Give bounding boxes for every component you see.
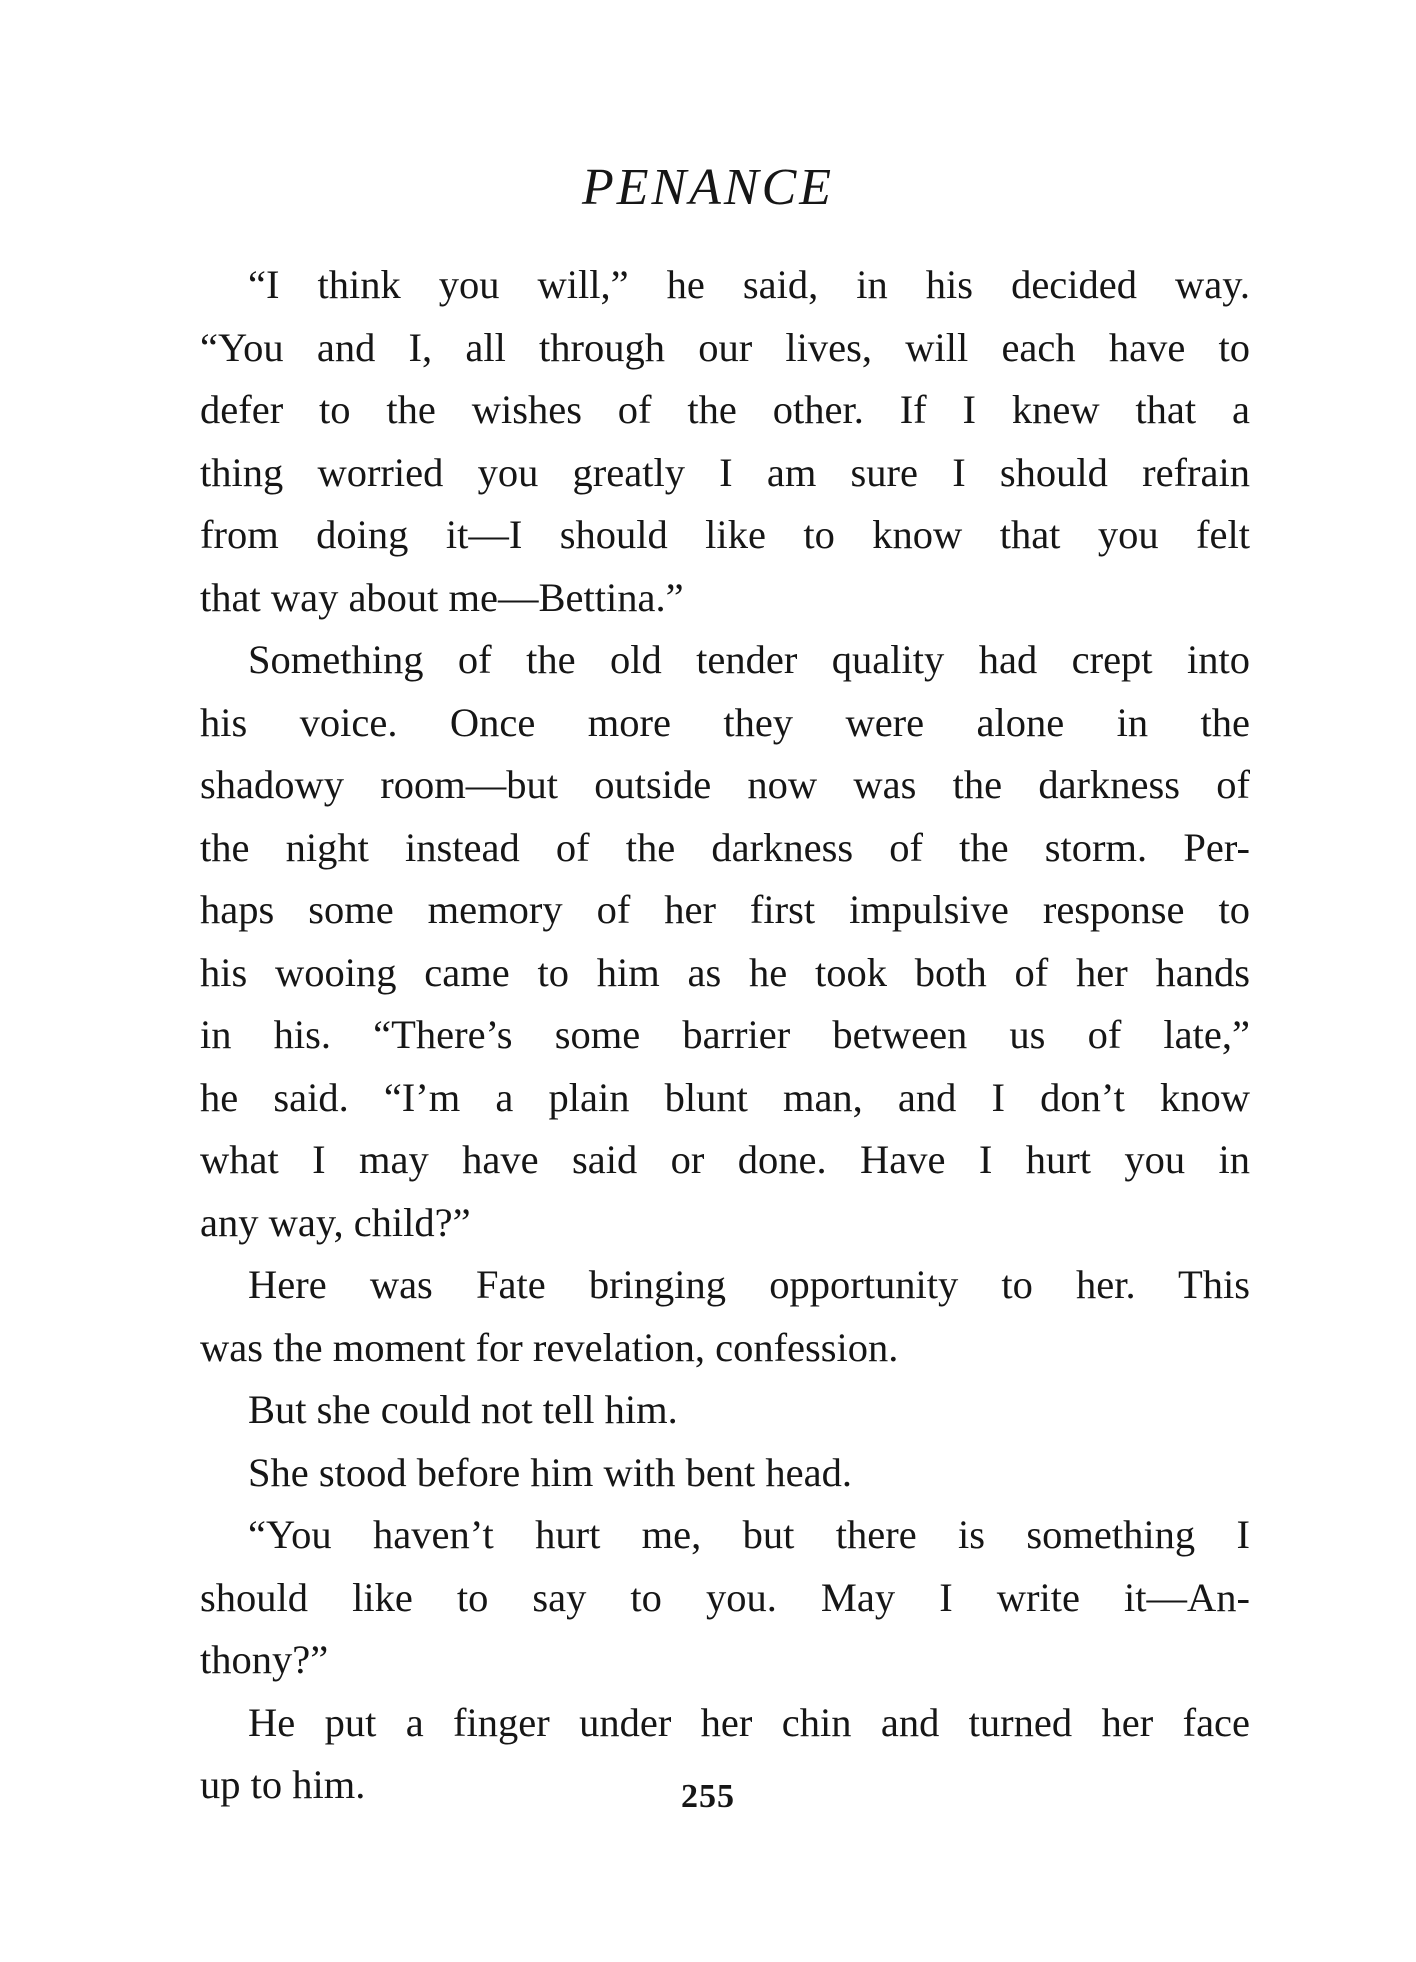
text-line: She stood before him with bent head.: [248, 1449, 852, 1495]
text-line: “I think you will,” he said, in his decided way.: [248, 262, 1250, 307]
text-line: what I may have said or done. Have I hurt you in: [200, 1137, 1250, 1182]
paragraph: [200, 1442, 1250, 1505]
paragraph: [200, 1379, 1250, 1442]
text-line: defer to the wishes of the other. If I knew that a: [200, 387, 1250, 432]
paragraph: [200, 1504, 1250, 1692]
text-line: thony?”: [200, 1637, 329, 1682]
paragraph: [200, 629, 1250, 1254]
text-line: haps some memory of her first impulsive response to: [200, 887, 1250, 932]
body-text: [200, 254, 1250, 1817]
text-line: he said. “I’m a plain blunt man, and I don’t know: [200, 1074, 1250, 1120]
text-line: his voice. Once more they were alone in the: [200, 699, 1250, 745]
text-line: his wooing came to him as he took both of her hands: [200, 949, 1250, 995]
text-line: “You haven’t hurt me, but there is something I: [248, 1512, 1250, 1557]
paragraph: [200, 254, 1250, 629]
text-line: was the moment for revelation, confession.: [200, 1324, 899, 1370]
text-line: He put a finger under her chin and turned her face: [248, 1699, 1250, 1745]
text-line: Here was Fate bringing opportunity to her. This: [248, 1262, 1250, 1307]
text-line: from doing it—I should like to know that you felt: [200, 512, 1250, 557]
page-number: 255: [681, 1778, 735, 1815]
text-line: thing worried you greatly I am sure I should refrain: [200, 449, 1250, 495]
text-line: shadowy room—but outside now was the darkness of: [200, 762, 1250, 807]
text-line: “You and I, all through our lives, will each have to: [200, 324, 1250, 370]
text-line: up to him.: [200, 1762, 366, 1807]
paragraph: [200, 1254, 1250, 1379]
text-line: any way, child?”: [200, 1199, 471, 1245]
text-line: in his. “There’s some barrier between us of late,”: [200, 1012, 1250, 1057]
running-head: PENANCE: [581, 159, 835, 216]
text-line: Something of the old tender quality had crept into: [248, 637, 1250, 682]
text-line: should like to say to you. May I write it—An-: [200, 1574, 1250, 1620]
text-line: But she could not tell him.: [248, 1387, 678, 1432]
text-line: the night instead of the darkness of the storm. Per-: [200, 824, 1250, 870]
text-line: that way about me—Bettina.”: [200, 574, 684, 620]
